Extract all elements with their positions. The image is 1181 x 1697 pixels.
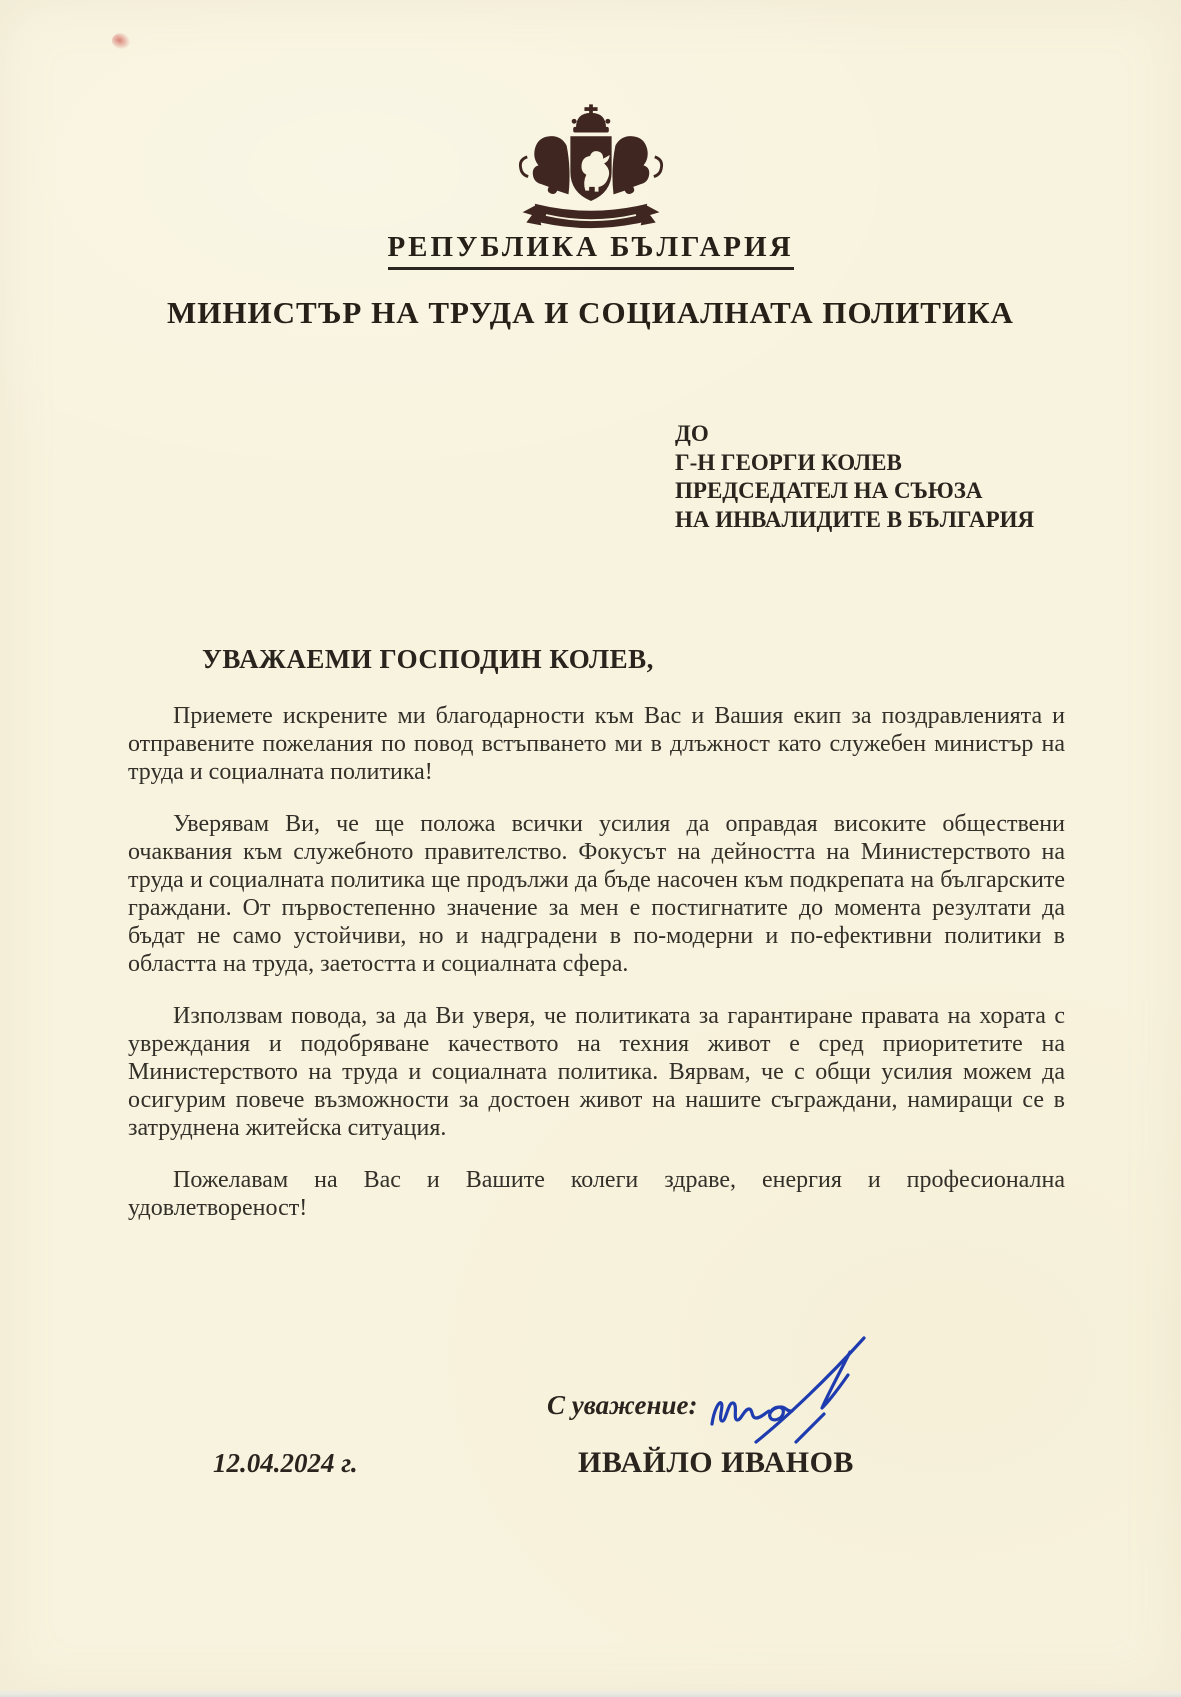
- paragraph-assurance: Уверявам Ви, че ще положа всички усилия да оправдая високите обществени очаквания към служебното правителство. Фокусът на дейността на Министерството на труда и социалната политика ще продължи да бъде насочен към подкрепата на българските граждани. От първостепенно значение за мен е постигнатите до момента резултати да бъдат не само устойчиви, но и надградени в по-модерни и по-ефективни политики в областта на труда, заетостта и социалната сфера.: [128, 811, 1065, 977]
- bulgaria-coat-of-arms-icon: [516, 104, 666, 236]
- letter-date: 12.04.2024 г.: [213, 1448, 358, 1478]
- recipient-title-line-2: НА ИНВАЛИДИТЕ В БЪЛГАРИЯ: [675, 506, 1035, 532]
- recipient-name: Г-Н ГЕОРГИ КОЛЕВ: [675, 449, 902, 475]
- valediction: С уважение:: [547, 1390, 698, 1420]
- recipient-to-label: ДО: [675, 421, 709, 446]
- scan-bottom-edge: [0, 1690, 1181, 1697]
- paragraph-thanks: Приемете искрените ми благодарности към Вас и Вашия екип за поздравленията и отправените пожелания по повод встъпването ми в длъжност като служебен министър на труда и социалната политика!: [128, 703, 1065, 785]
- salutation: УВАЖАЕМИ ГОСПОДИН КОЛЕВ,: [202, 644, 654, 674]
- paragraph-wishes: Пожелавам на Вас и Вашите колеги здраве, енергия и професионална удовлетвореност!: [128, 1167, 1065, 1221]
- scan-artifact-red-mark: [109, 30, 132, 52]
- letterhead-divider: [388, 267, 794, 270]
- recipient-block: [675, 420, 1034, 534]
- ministry-title: МИНИСТЪР НА ТРУДА И СОЦИАЛНАТА ПОЛИТИКА: [167, 295, 1014, 330]
- handwritten-signature: [698, 1330, 878, 1450]
- letter-body: [128, 702, 1065, 1246]
- signer-name: ИВАЙЛО ИВАНОВ: [578, 1446, 854, 1479]
- republic-title: РЕПУБЛИКА БЪЛГАРИЯ: [387, 231, 794, 263]
- paragraph-disability-policy: Използвам повода, за да Ви уверя, че политиката за гарантиране правата на хората с увреждания и подобряване качеството на техния живот е сред приоритетите на Министерството на труда и социалната политика. Вярвам, че с общи усилия можем да осигурим повече възможности за достоен живот на нашите съграждани, намиращи се в затруднена житейска ситуация.: [128, 1003, 1065, 1141]
- recipient-title-line-1: ПРЕДСЕДАТЕЛ НА СЪЮЗА: [675, 478, 983, 503]
